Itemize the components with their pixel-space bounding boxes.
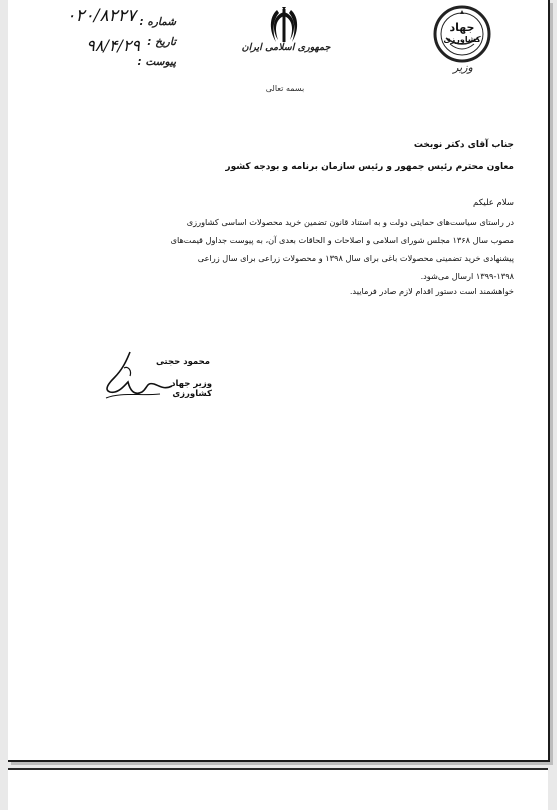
number-label: شماره : xyxy=(139,16,176,28)
body-line: در راستای سیاست‌های حمایتی دولت و به استناد قانون تضمین خرید محصولات اساسی کشاورزی xyxy=(186,217,514,227)
emblem-caption: جمهوری اسلامی ایران xyxy=(241,42,331,53)
date-label: تاریخ : xyxy=(147,36,176,48)
ministry-logo-icon xyxy=(432,4,492,64)
letter-date: ۹۸/۴/۲۹ xyxy=(86,36,140,55)
logo-text-bottom: کشاورزی xyxy=(443,35,481,44)
body-line: مصوب سال ۱۳۶۸ مجلس شورای اسلامی و اصلاحات و الحاقات بعدی آن، به پیوست جداول قیمت‌های xyxy=(170,235,514,245)
letter-page xyxy=(8,0,550,762)
body-line: ۱۳۹۹-۱۳۹۸ ارسال می‌شود. xyxy=(420,271,514,281)
attachment-label: پیوست : xyxy=(137,56,176,68)
request-line: خواهشمند است دستور اقدام لازم صادر فرمایید. xyxy=(349,286,514,296)
letter-number: ۰۲۰/۸۲۲۷ xyxy=(66,6,136,26)
next-page-edge xyxy=(8,768,548,810)
bismillah: بسمه تعالی xyxy=(265,84,305,93)
greeting: سلام علیکم xyxy=(473,198,514,208)
signer-title: وزیر جهاد کشاورزی xyxy=(171,379,212,399)
iran-emblem-icon xyxy=(262,6,306,46)
recipient-title: معاون محترم رئیس جمهور و رئیس سازمان برنامه و بودجه کشور xyxy=(225,162,514,172)
body-paragraph xyxy=(68,213,514,285)
body-line: پیشنهادی خرید تضمینی محصولات باغی برای سال ۱۳۹۸ و محصولات زراعی برای سال زراعی xyxy=(197,253,514,263)
signer-name: محمود حجتی xyxy=(155,357,210,367)
ministry-title: وزیر xyxy=(453,61,473,74)
recipient: جناب آقای دکتر نوبخت xyxy=(413,140,514,150)
logo-text-top: جهاد xyxy=(449,21,475,34)
